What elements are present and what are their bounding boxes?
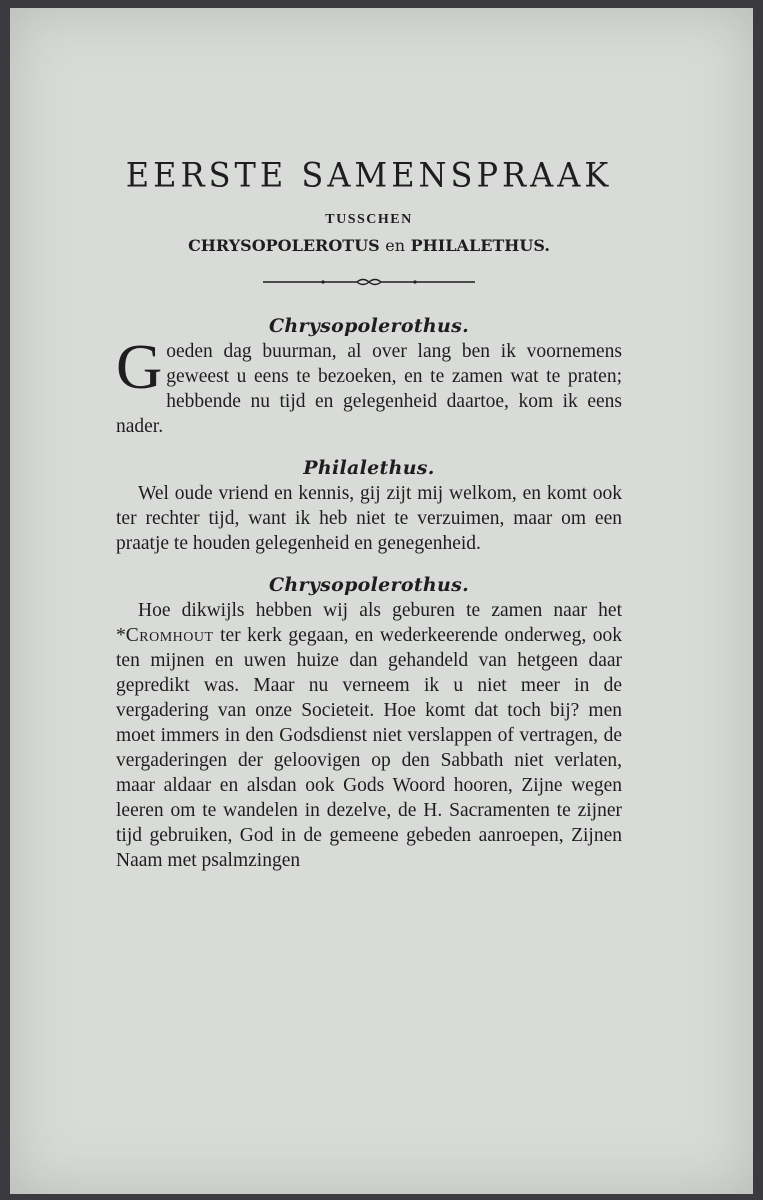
dialogue-paragraph xyxy=(116,598,622,873)
drop-cap: G xyxy=(116,331,163,402)
ornament-divider-icon xyxy=(263,277,475,287)
paragraph-text: ter kerk gegaan, en wederkeerende onderweg, ook ten mijnen en uwen huize dan gehandeld van hetgeen daar gepredikt was. Maar nu verneem ik u niet meer in de vergadering van onze Societeit. Hoe komt dat toch bij? men moet immers in den Godsdienst niet verslappen of vertragen, de vergaderingen der geloovigen op den Sabbath niet verlaten, maar aldaar en alsdan ook Gods Woord hooren, Zijne wegen leeren om te wandelen in dezelve, de H. Sacramenten te zijner tijd gebruiken, God in de gemeene gebeden aanroepen, Zijnen Naam met psalmzingen xyxy=(116,625,622,871)
dialogue-paragraph: Wel oude vriend en kennis, gij zijt mij welkom, en komt ook ter rechter tijd, want ik heb niet te verzuimen, maar om een praatje te houden gelegenheid en genegenheid. xyxy=(116,483,622,554)
page-content xyxy=(116,156,622,873)
subtitle-name-1: CHRYSOPOLEROTUS xyxy=(188,236,380,255)
paragraph-text: Hoe dikwijls hebben wij als geburen te zamen naar het * xyxy=(116,600,622,646)
speaker-heading: Chrysopolerothus. xyxy=(268,315,470,337)
dialogue-paragraph xyxy=(116,331,622,439)
place-name: Cromhout xyxy=(125,625,214,646)
paragraph-text: oeden dag buurman, al over lang ben ik voornemens geweest u eens te bezoeken, en te zamen wat te praten; hebbende nu tijd en gelegenheid daartoe, kom ik eens nader. xyxy=(116,341,622,437)
book-page xyxy=(10,8,753,1194)
speaker-heading: Philalethus. xyxy=(303,457,435,479)
page-title: EERSTE SAMENSPRAAK xyxy=(125,155,613,195)
subtitle-name-2: PHILALETHUS. xyxy=(410,236,550,255)
subtitle-names xyxy=(116,236,622,255)
subtitle-between: TUSSCHEN xyxy=(325,212,413,227)
speaker-heading: Chrysopolerothus. xyxy=(268,574,470,596)
subtitle-conjunction: en xyxy=(385,236,406,255)
